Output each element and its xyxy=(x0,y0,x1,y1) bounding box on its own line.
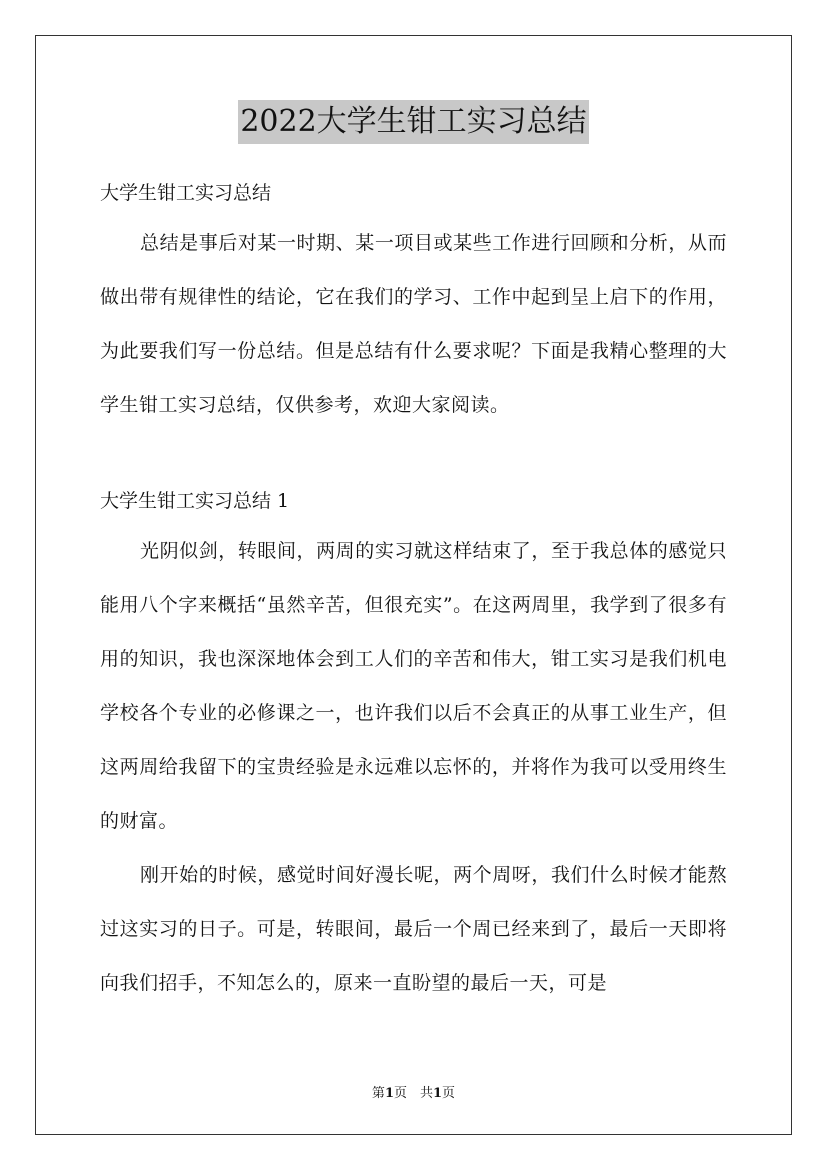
title-container xyxy=(0,100,827,144)
footer-page-total: 1 xyxy=(433,1086,443,1101)
section-heading: 大学生钳工实习总结 1 xyxy=(100,490,290,512)
document-title: 2022大学生钳工实习总结 xyxy=(238,100,588,144)
spacer xyxy=(100,432,727,478)
footer-label-post: 页 xyxy=(442,1086,456,1101)
subtitle: 大学生钳工实习总结 xyxy=(100,182,272,204)
footer-label-pre: 第 xyxy=(371,1086,385,1101)
page-footer xyxy=(0,1082,827,1101)
footer-page-number: 1 xyxy=(384,1086,394,1101)
body-paragraph-2: 刚开始的时候，感觉时间好漫长呢，两个周呀，我们什么时候才能熬过这实习的日子。可是，转眼间，最后一个周已经来到了，最后一天即将向我们招手，不知怎么的，原来一直盼望的最后一天，可是 xyxy=(100,864,727,994)
footer-label-mid: 页 共 xyxy=(393,1086,433,1101)
intro-paragraph: 总结是事后对某一时期、某一项目或某些工作进行回顾和分析，从而做出带有规律性的结论，它在我们的学习、工作中起到呈上启下的作用，为此要我们写一份总结。但是总结有什么要求呢？下面是我精心整理的大学生钳工实习总结，仅供参考，欢迎大家阅读。 xyxy=(100,232,727,416)
body-paragraph-1: 光阴似剑，转眼间，两周的实习就这样结束了，至于我总体的感觉只能用八个字来概括“虽然辛苦，但很充实”。在这两周里，我学到了很多有用的知识，我也深深地体会到工人们的辛苦和伟大，钳工实习是我们机电学校各个专业的必修课之一，也许我们以后不会真正的从事工业生产，但这两周给我留下的宝贵经验是永远难以忘怀的，并将作为我可以受用终生的财富。 xyxy=(100,540,727,832)
document-body xyxy=(100,170,727,1010)
